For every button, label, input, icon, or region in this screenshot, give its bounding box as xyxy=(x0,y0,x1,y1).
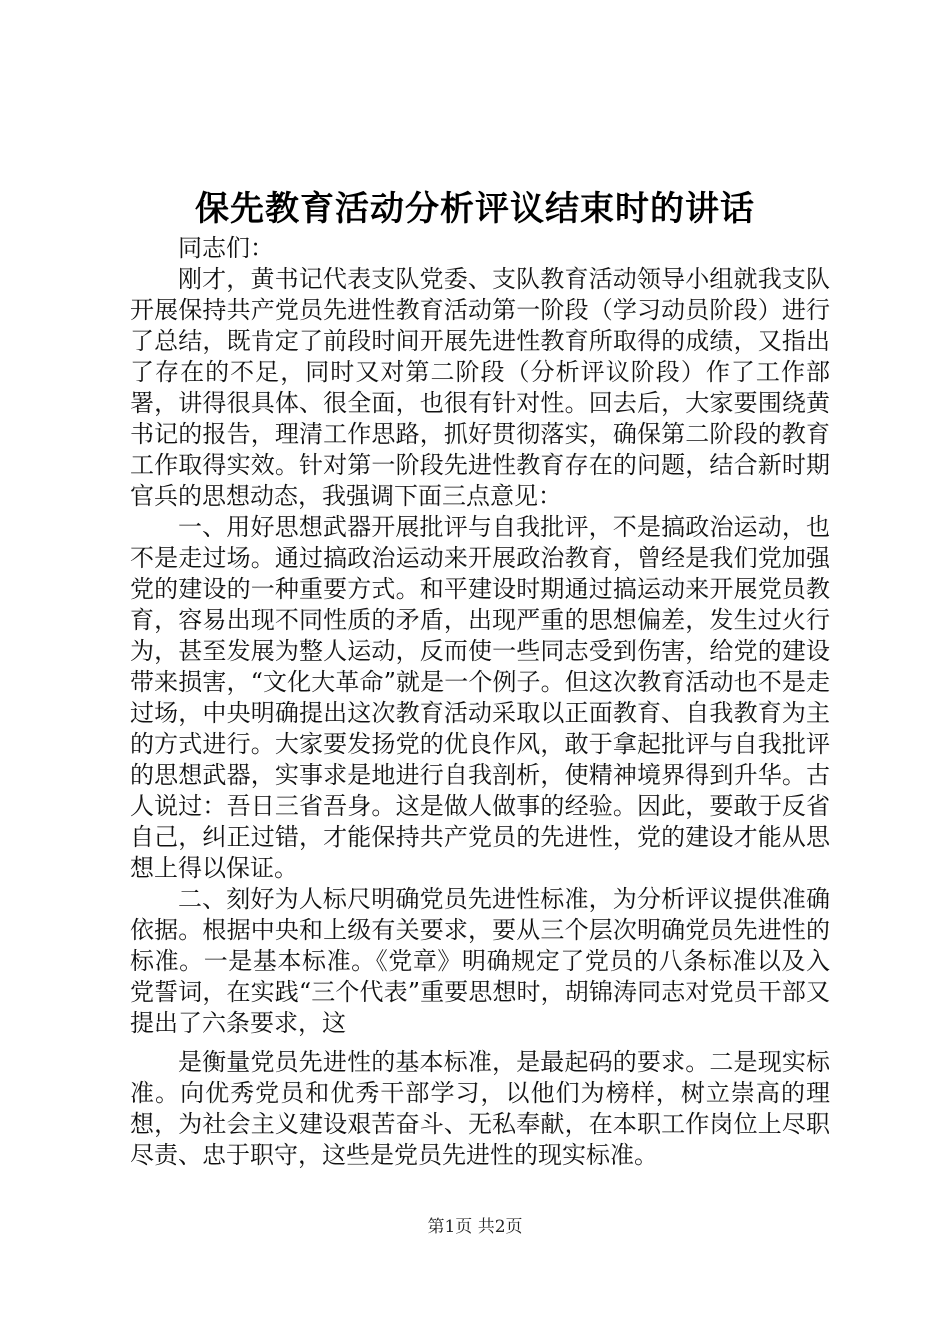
page-number-footer: 第1页 共2页 xyxy=(427,1217,523,1237)
salutation-paragraph: 同志们： xyxy=(178,234,274,262)
intro-paragraph: 刚才，黄书记代表支队党委、支队教育活动领导小组就我支队开展保持共产党员先进性教育活动第一阶段（学习动员阶段）进行了总结，既肯定了前段时间开展先进性教育所取得的成绩，又指出了存在的不足，同时又对第二阶段（分析评议阶段）作了工作部署，讲得很具体、很全面，也很有针对性。回去后，大家要围绕黄书记的报告，理清工作思路，抓好贯彻落实，确保第二阶段的教育工作取得实效。针对第一阶段先进性教育存在的问题，结合新时期官兵的思想动态，我强调下面三点意见： xyxy=(130,265,830,510)
document-title: 保先教育活动分析评议结束时的讲话 xyxy=(195,189,755,229)
point-one-paragraph: 一、用好思想武器开展批评与自我批评，不是搞政治运动，也不是走过场。通过搞政治运动来开展政治教育，曾经是我们党加强党的建设的一种重要方式。和平建设时期通过搞运动来开展党员教育，容易出现不同性质的矛盾，出现严重的思想偏差，发生过火行为，甚至发展为整人运动，反而使一些同志受到伤害，给党的建设带来损害，“文化大革命”就是一个例子。但这次教育活动也不是走过场，中央明确提出这次教育活动采取以正面教育、自我教育为主的方式进行。大家要发扬党的优良作风，敢于拿起批评与自我批评的思想武器，实事求是地进行自我剖析，使精神境界得到升华。古人说过：吾日三省吾身。这是做人做事的经验。因此，要敢于反省自己，纠正过错，才能保持共产党员的先进性，党的建设才能从思想上得以保证。 xyxy=(130,513,830,882)
document-body xyxy=(130,233,830,1171)
point-two-paragraph: 二、刻好为人标尺明确党员先进性标准，为分析评议提供准确依据。根据中央和上级有关要求，要从三个层次明确党员先进性的标准。一是基本标准。《党章》明确规定了党员的八条标准以及入党誓词，在实践“三个代表”重要思想时，胡锦涛同志对党员干部又提出了六条要求，这 xyxy=(130,885,830,1037)
continuation-paragraph: 是衡量党员先进性的基本标准，是最起码的要求。二是现实标准。向优秀党员和优秀干部学习，以他们为榜样，树立崇高的理想，为社会主义建设艰苦奋斗、无私奉献，在本职工作岗位上尽职尽责、忠于职守，这些是党员先进性的现实标准。 xyxy=(130,1048,830,1169)
